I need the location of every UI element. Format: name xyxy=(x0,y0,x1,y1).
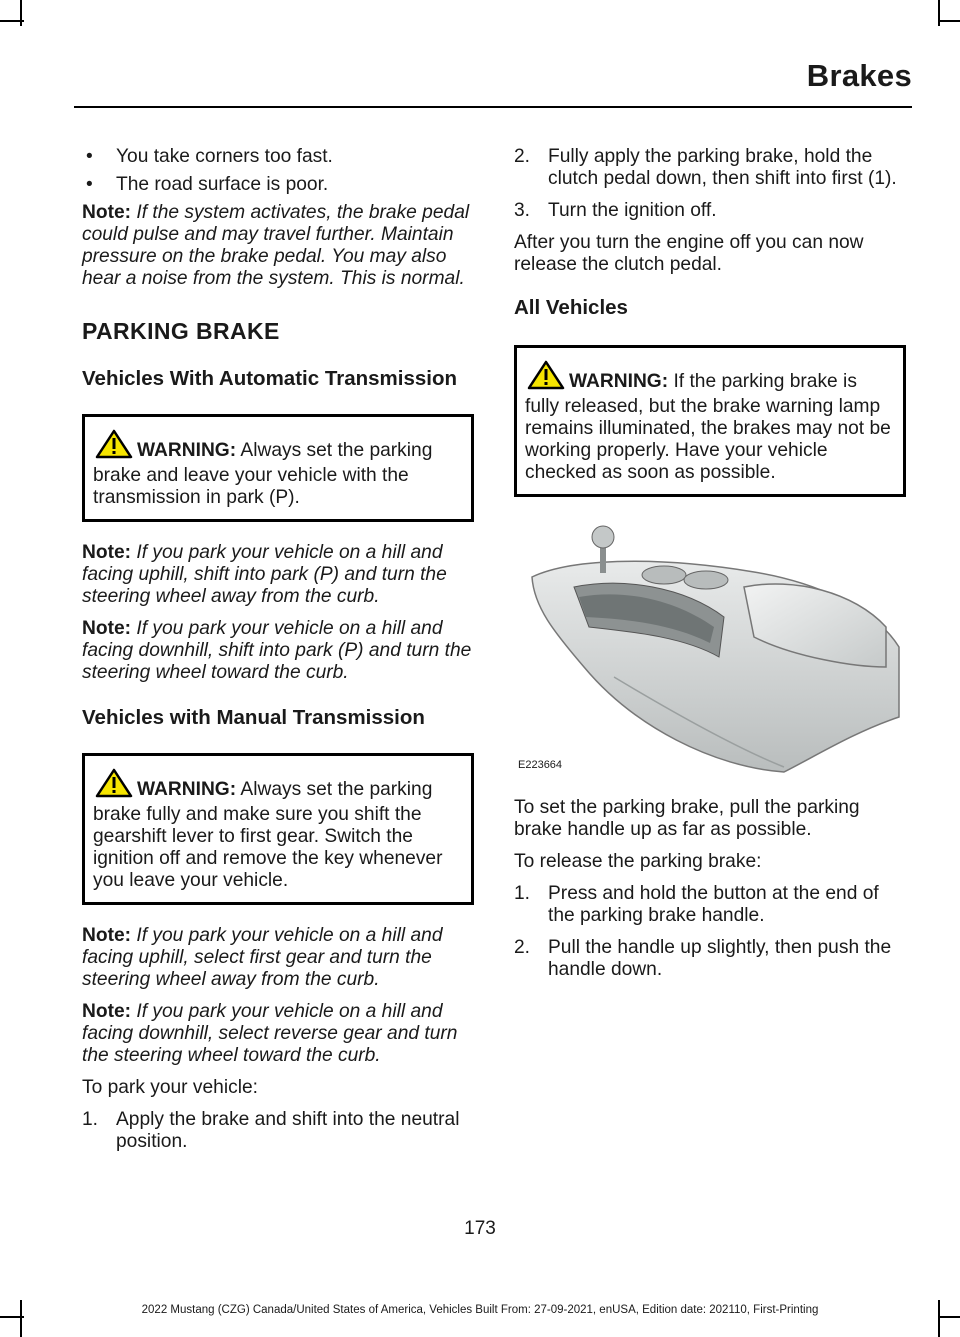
header-rule xyxy=(74,106,912,108)
paragraph: To release the parking brake: xyxy=(514,851,762,872)
warning-triangle-icon xyxy=(95,768,133,804)
note: Note: If you park your vehicle on a hill and facing downhill, shift into park (P) and turn the steering wheel toward the curb. xyxy=(82,618,472,683)
list-item: • The road surface is poor. xyxy=(86,174,329,195)
list-item: 1. Press and hold the button at the end of the parking brake handle. xyxy=(514,883,879,926)
crop-mark xyxy=(938,1316,960,1318)
paragraph: To park your vehicle: xyxy=(82,1077,258,1098)
warning-triangle-icon xyxy=(95,429,133,465)
paragraph: To set the parking brake, pull the parking brake handle up as far as possible. xyxy=(514,797,860,840)
center-console-image xyxy=(514,517,906,777)
crop-mark xyxy=(0,20,24,22)
warning-box: WARNING: Always set the parking brake and leave your vehicle with the transmission in park (P). xyxy=(82,414,474,522)
paragraph: After you turn the engine off you can now release the clutch pedal. xyxy=(514,232,864,275)
warning-box: WARNING: If the parking brake is fully released, but the brake warning lamp remains illuminated, the brakes may not be working properly. Have your vehicle checked as soon as possible. xyxy=(514,345,906,497)
note: Note: If the system activates, the brake pedal could pulse and may travel further. Maintain pressure on the brake pedal. You may also hear a noise from the system. This is normal. xyxy=(82,202,470,289)
figure-code: E223664 xyxy=(518,759,563,771)
crop-mark xyxy=(0,1316,24,1318)
warning-triangle-icon xyxy=(527,360,565,396)
list-item: 2. Fully apply the parking brake, hold the clutch pedal down, then shift into first (1). xyxy=(514,146,897,189)
subsection-heading: Vehicles With Automatic Transmission xyxy=(82,367,457,390)
left-column xyxy=(82,146,474,1163)
crop-mark xyxy=(938,20,960,22)
parking-brake-illustration xyxy=(514,517,906,777)
list-item: 3. Turn the ignition off. xyxy=(514,200,717,221)
subsection-heading: Vehicles with Manual Transmission xyxy=(82,706,425,729)
page-title: Brakes xyxy=(806,58,912,93)
footer: 2022 Mustang (CZG) Canada/United States of America, Vehicles Built From: 27-09-2021, enUSA, Edition date: 202110, First-Printing xyxy=(141,1304,819,1316)
right-column xyxy=(514,146,906,991)
crop-mark xyxy=(938,0,940,26)
page-number: 173 xyxy=(464,1218,496,1239)
list-item: • You take corners too fast. xyxy=(86,146,333,167)
note: Note: If you park your vehicle on a hill and facing downhill, select reverse gear and turn the steering wheel toward the curb. xyxy=(82,1001,458,1066)
note: Note: If you park your vehicle on a hill and facing uphill, select first gear and turn the steering wheel away from the curb. xyxy=(82,925,443,990)
crop-mark xyxy=(20,0,22,26)
subsection-heading: All Vehicles xyxy=(514,296,628,319)
list-item: 1. Apply the brake and shift into the neutral position. xyxy=(82,1109,460,1152)
section-heading: PARKING BRAKE xyxy=(82,318,280,344)
note: Note: If you park your vehicle on a hill and facing uphill, shift into park (P) and turn the steering wheel away from the curb. xyxy=(82,542,447,607)
list-item: 2. Pull the handle up slightly, then push the handle down. xyxy=(514,937,892,980)
warning-box: WARNING: Always set the parking brake fully and make sure you shift the gearshift lever to first gear. Switch the ignition off and remove the key whenever you leave your vehicle. xyxy=(82,753,474,905)
